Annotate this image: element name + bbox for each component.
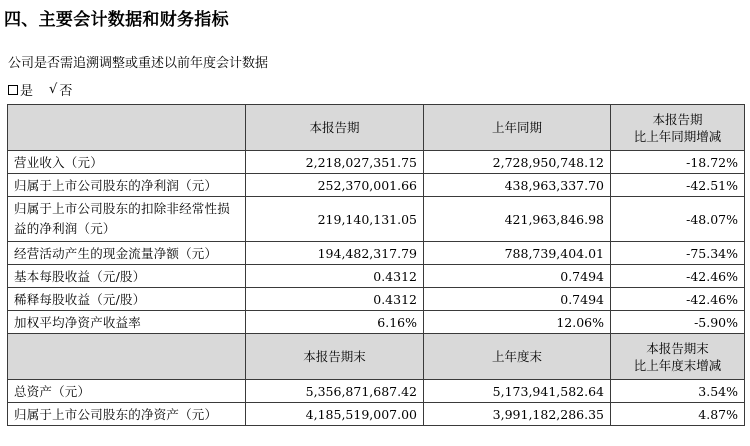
table-row: [8, 197, 745, 242]
cell-prior: 0.7494: [424, 288, 611, 311]
cell-change: 4.87%: [611, 403, 745, 426]
option-yes-label: 是: [20, 84, 34, 99]
cell-change: -18.72%: [611, 151, 745, 174]
header-current-period: 本报告期: [246, 105, 424, 151]
cell-prior: 3,991,182,286.35: [424, 403, 611, 426]
row-label: 总资产（元）: [8, 380, 246, 403]
restatement-question: 公司是否需追溯调整或重述以前年度会计数据: [8, 56, 269, 71]
option-yes: [8, 80, 33, 99]
table-header-row: [8, 334, 745, 380]
cell-change: -48.07%: [611, 197, 745, 242]
header-change-line1: 本报告期末: [646, 340, 709, 356]
header-change-line1: 本报告期: [652, 111, 703, 127]
header-change-line2: 比上年度末增减: [633, 357, 722, 373]
cell-current: 6.16%: [246, 311, 424, 334]
cell-change: -42.46%: [611, 288, 745, 311]
cell-change: -42.51%: [611, 174, 745, 197]
table-row: [8, 288, 745, 311]
cell-current: 0.4312: [246, 265, 424, 288]
financial-indicators-table: [7, 104, 745, 426]
header-prior-year-end: 上年度末: [424, 334, 611, 380]
cell-prior: 2,728,950,748.12: [424, 151, 611, 174]
cell-change: -5.90%: [611, 311, 745, 334]
row-label: 营业收入（元）: [8, 151, 246, 174]
cell-prior: 12.06%: [424, 311, 611, 334]
table-row: [8, 174, 745, 197]
cell-prior: 438,963,337.70: [424, 174, 611, 197]
restatement-answer: [8, 80, 72, 99]
table-row: [8, 151, 745, 174]
option-no-label: 否: [59, 84, 73, 99]
row-label: 经营活动产生的现金流量净额（元）: [8, 242, 246, 265]
section-title: 四、主要会计数据和财务指标: [4, 10, 229, 30]
cell-prior: 421,963,846.98: [424, 197, 611, 242]
header-blank: [8, 334, 246, 380]
empty-checkbox-icon: [8, 85, 18, 95]
option-no: [49, 80, 72, 99]
cell-change: -42.46%: [611, 265, 745, 288]
table-header-row: [8, 105, 745, 151]
cell-current: 2,218,027,351.75: [246, 151, 424, 174]
check-mark-icon: √: [49, 82, 58, 97]
header-prior-period: 上年同期: [424, 105, 611, 151]
header-change-line2: 比上年同期增减: [633, 128, 722, 144]
row-label: 加权平均净资产收益率: [8, 311, 246, 334]
row-label: 稀释每股收益（元/股）: [8, 288, 246, 311]
table-row: [8, 242, 745, 265]
cell-current: 194,482,317.79: [246, 242, 424, 265]
cell-change: 3.54%: [611, 380, 745, 403]
row-label: 归属于上市公司股东的净资产（元）: [8, 403, 246, 426]
cell-current: 0.4312: [246, 288, 424, 311]
header-period-end: 本报告期末: [246, 334, 424, 380]
table-row: [8, 265, 745, 288]
cell-current: 4,185,519,007.00: [246, 403, 424, 426]
cell-prior: 5,173,941,582.64: [424, 380, 611, 403]
cell-current: 219,140,131.05: [246, 197, 424, 242]
header-change: [611, 105, 745, 151]
row-label: 归属于上市公司股东的扣除非经常性损益的净利润（元）: [8, 197, 246, 242]
header-blank: [8, 105, 246, 151]
cell-prior: 788,739,404.01: [424, 242, 611, 265]
cell-change: -75.34%: [611, 242, 745, 265]
table-row: [8, 403, 745, 426]
cell-prior: 0.7494: [424, 265, 611, 288]
table-row: [8, 380, 745, 403]
row-label: 归属于上市公司股东的净利润（元）: [8, 174, 246, 197]
cell-current: 5,356,871,687.42: [246, 380, 424, 403]
header-change: [611, 334, 745, 380]
table-row: [8, 311, 745, 334]
row-label: 基本每股收益（元/股）: [8, 265, 246, 288]
cell-current: 252,370,001.66: [246, 174, 424, 197]
